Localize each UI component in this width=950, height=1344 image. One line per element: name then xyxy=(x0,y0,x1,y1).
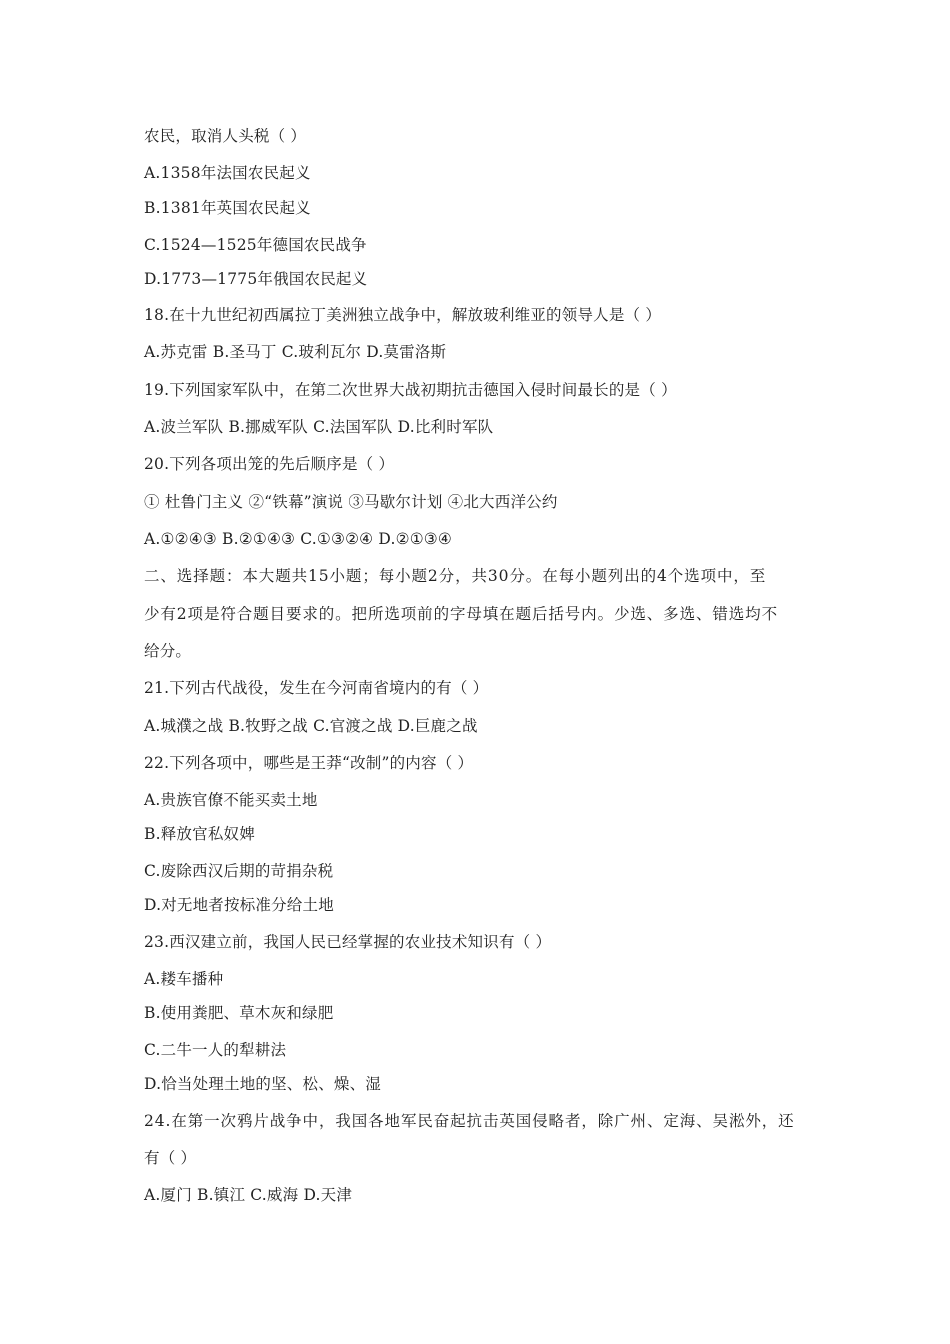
question-23-stem: 23.西汉建立前，我国人民已经掌握的农业技术知识有（ ） xyxy=(144,933,552,951)
question-23-option-b: B.使用粪肥、草木灰和绿肥 xyxy=(144,1004,334,1022)
question-18-stem: 18.在十九世纪初西属拉丁美洲独立战争中，解放玻利维亚的领导人是（ ） xyxy=(144,306,662,324)
question-19-stem: 19.下列国家军队中，在第二次世界大战初期抗击德国入侵时间最长的是（ ） xyxy=(144,381,677,399)
question-22-option-d: D.对无地者按标准分给土地 xyxy=(144,896,334,914)
question-19-options: A.波兰军队 B.挪威军队 C.法国军队 D.比利时军队 xyxy=(144,418,494,436)
question-24-stem-line-2: 有（ ） xyxy=(144,1149,197,1167)
question-20-options: A.①②④③ B.②①④③ C.①③②④ D.②①③④ xyxy=(144,530,452,548)
question-20-stem: 20.下列各项出笼的先后顺序是（ ） xyxy=(144,455,395,473)
question-24-stem-line-1: 24.在第一次鸦片战争中，我国各地军民奋起抗击英国侵略者，除广州、定海、吴淞外，还 xyxy=(144,1112,795,1130)
section-2-instructions-line-3: 给分。 xyxy=(144,642,192,660)
question-21-options: A.城濮之战 B.牧野之战 C.官渡之战 D.巨鹿之战 xyxy=(144,717,478,735)
question-17-stem-continuation: 农民，取消人头税（ ） xyxy=(144,127,307,145)
question-23-option-d: D.恰当处理土地的坚、松、燥、湿 xyxy=(144,1075,382,1093)
question-22-option-b: B.释放官私奴婢 xyxy=(144,825,255,843)
question-17-option-d: D.1773—1775年俄国农民起义 xyxy=(144,270,368,288)
question-17-option-c: C.1524—1525年德国农民战争 xyxy=(144,236,367,254)
question-22-stem: 22.下列各项中，哪些是王莽“改制”的内容（ ） xyxy=(144,754,474,772)
question-22-option-c: C.废除西汉后期的苛捐杂税 xyxy=(144,862,334,880)
question-17-option-b: B.1381年英国农民起义 xyxy=(144,199,311,217)
question-23-option-c: C.二牛一人的犁耕法 xyxy=(144,1041,287,1059)
question-22-option-a: A.贵族官僚不能买卖土地 xyxy=(144,791,318,809)
section-2-instructions-line-2: 少有2项是符合题目要求的。把所选项前的字母填在题后括号内。少选、多选、错选均不 xyxy=(144,605,778,623)
question-18-options: A.苏克雷 B.圣马丁 C.玻利瓦尔 D.莫雷洛斯 xyxy=(144,343,447,361)
question-24-options: A.厦门 B.镇江 C.威海 D.天津 xyxy=(144,1186,353,1204)
question-23-option-a: A.耧车播种 xyxy=(144,970,224,988)
section-2-instructions-line-1: 二、选择题：本大题共15小题；每小题2分，共30分。在每小题列出的4个选项中，至 xyxy=(144,567,767,585)
question-17-option-a: A.1358年法国农民起义 xyxy=(144,164,311,182)
question-21-stem: 21.下列古代战役，发生在今河南省境内的有（ ） xyxy=(144,679,489,697)
question-20-items: ① 杜鲁门主义 ②“铁幕”演说 ③马歇尔计划 ④北大西洋公约 xyxy=(144,493,558,511)
